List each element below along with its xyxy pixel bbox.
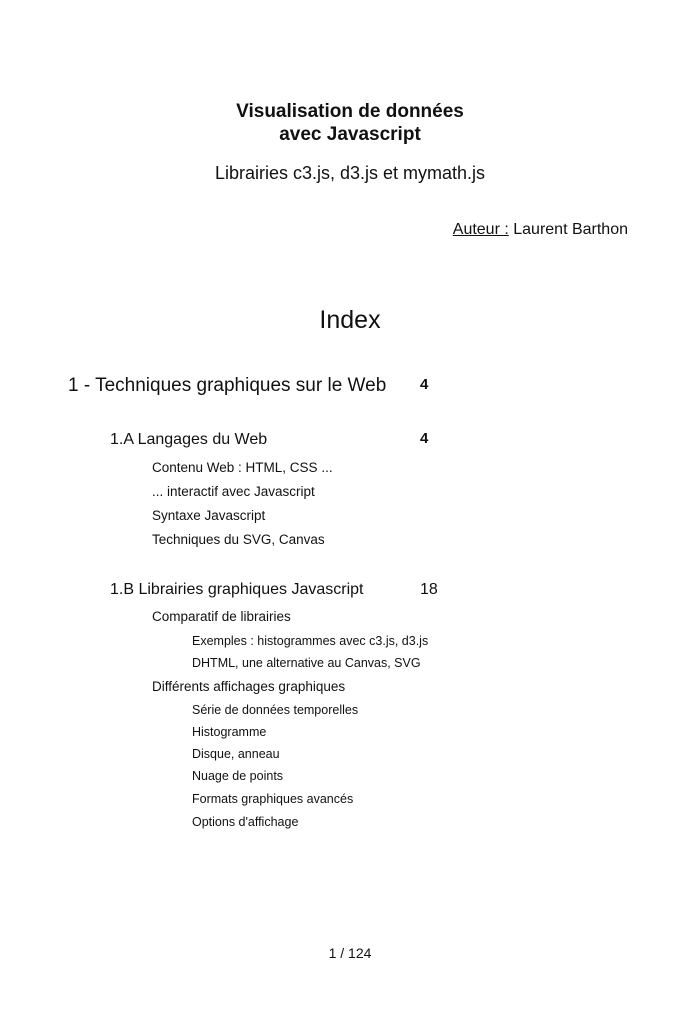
toc-subitem: Exemples : histogrammes avec c3.js, d3.js [192,634,429,648]
toc-item: ... interactif avec Javascript [152,484,315,499]
toc-section-1: 1 - Techniques graphiques sur le Web [68,375,387,396]
toc-item: Techniques du SVG, Canvas [152,532,325,547]
toc-page-number: 4 [420,430,429,447]
toc-section-1b: 1.B Librairies graphiques Javascript [110,581,364,598]
toc-item: Comparatif de librairies [152,609,291,624]
author-line [453,222,628,238]
author-name: Laurent Barthon [513,221,628,238]
toc-page-number: 4 [420,376,429,393]
toc-item: Syntaxe Javascript [152,508,266,523]
page-footer: 1 / 124 [328,945,372,961]
index-heading: Index [319,306,381,334]
toc-subitem: Nuage de points [192,769,284,783]
toc-page-number: 18 [420,581,438,598]
toc-item: Différents affichages graphiques [152,679,346,694]
title-line-2: avec Javascript [279,124,421,145]
toc-subitem: Série de données temporelles [192,703,359,717]
toc-subitem: Histogramme [192,725,267,739]
subtitle: Librairies c3.js, d3.js et mymath.js [214,163,486,183]
toc-section-1a: 1.A Langages du Web [110,431,268,448]
toc-item: Contenu Web : HTML, CSS ... [152,460,333,475]
title-line-1: Visualisation de données [236,101,464,122]
author-label: Auteur : [452,221,509,238]
toc-subitem: Disque, anneau [192,747,280,761]
toc-subitem: Formats graphiques avancés [192,792,354,806]
toc-subitem: Options d'affichage [192,815,299,829]
toc-subitem: DHTML, une alternative au Canvas, SVG [192,656,421,670]
